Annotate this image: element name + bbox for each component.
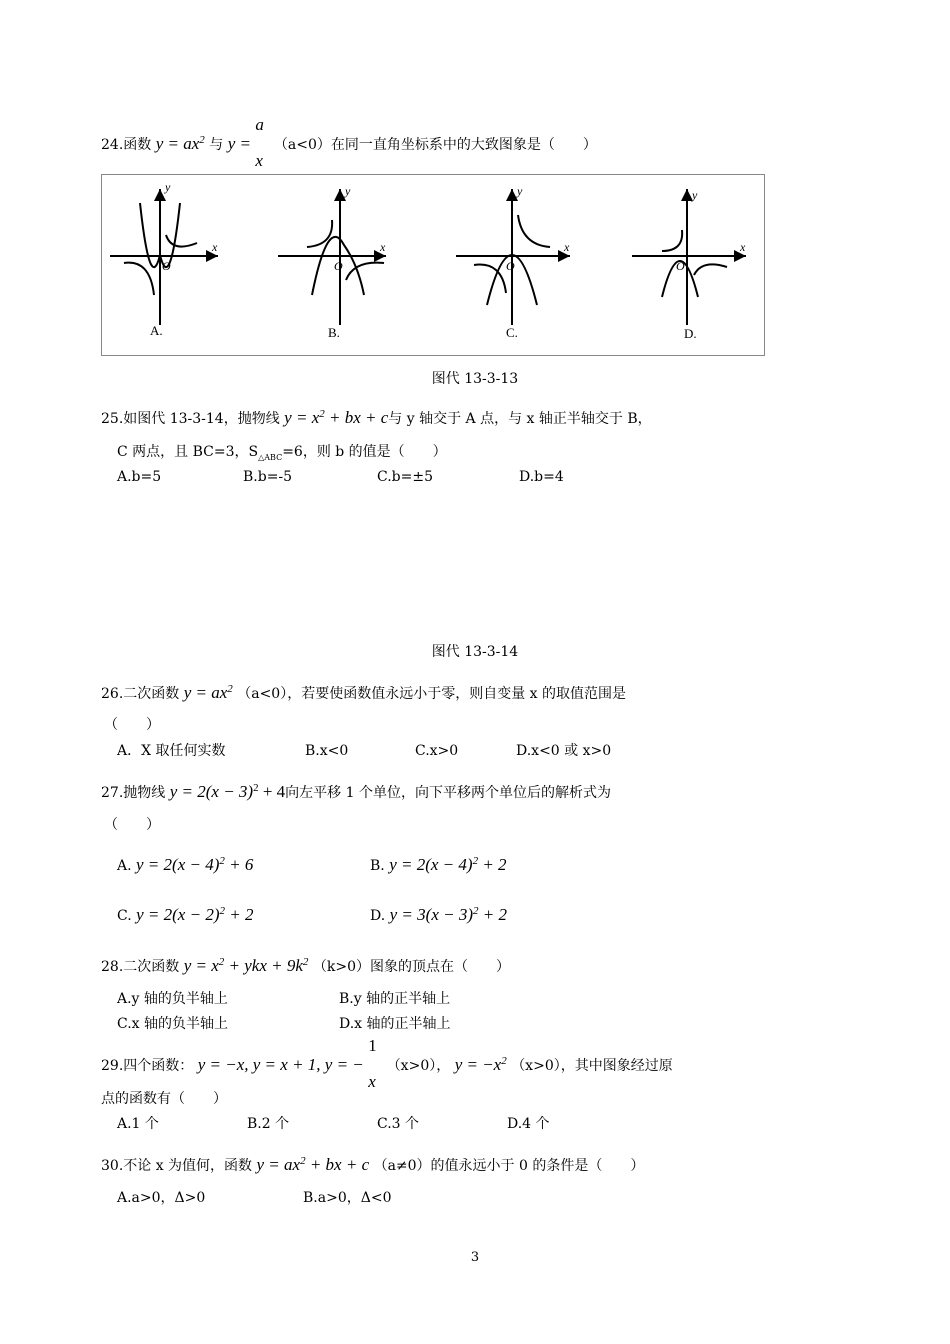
q27-option-a: A. $y = 2(x - 4)^2 + 6$	[117, 855, 254, 874]
q26-paren: （ ）	[104, 717, 160, 733]
q25-line2: C 两点，且 BC=3，$S_{\triangle ABC}=6$，则 b 的值是（ ）	[117, 444, 447, 462]
panel-b-origin: O	[334, 259, 343, 273]
q25-option-a: A.b=5	[117, 469, 162, 485]
panel-b-y-label: y	[345, 184, 351, 198]
q24-fraction: a x	[255, 115, 264, 170]
q28-line1: 28.二次函数 $y = x^2$ + ykx + $9k^2$ （k>0）图象的顶点在（ ）	[101, 956, 510, 975]
figure-13-3-13-graphs	[102, 175, 764, 355]
q29-line2: 点的函数有（ ）	[101, 1091, 227, 1107]
q30-option-a: A.a>0，Δ>0	[117, 1190, 206, 1206]
q26-line1: 26.二次函数 $y = ax^2$ （a<0），若要使函数值永远小于零，则自变量 x 的取值范围是	[101, 683, 627, 702]
q27-option-b: B. $y = 2(x - 4)^2 + 2$	[370, 855, 507, 874]
q29-option-b: B.2 个	[247, 1116, 290, 1132]
panel-c-x-label: x	[564, 240, 570, 254]
q26-option-d: D.x<0 或 x>0	[516, 743, 612, 759]
q26-option-a: A．X 取任何实数	[117, 743, 226, 759]
graph-panel-b	[278, 189, 386, 325]
q28-option-a: A.y 轴的负半轴上	[117, 991, 228, 1007]
q29-option-c: C.3 个	[377, 1116, 420, 1132]
panel-a-origin: O	[162, 259, 171, 273]
q29-option-a: A.1 个	[117, 1116, 159, 1132]
q28-option-c: C.x 轴的负半轴上	[117, 1016, 229, 1032]
panel-d-x-label: x	[740, 240, 746, 254]
q24-math-quadratic: $y = ax^2$	[155, 134, 205, 153]
q26-option-c: C.x>0	[415, 743, 459, 759]
panel-a-label: A.	[150, 323, 163, 338]
q25-option-c: C.b=±5	[377, 469, 433, 485]
panel-c-label: C.	[506, 325, 518, 340]
panel-b-x-label: x	[380, 240, 386, 254]
q30-line1: 30.不论 x 为值何，函数 $y = ax^2$ + bx + c （a≠0）的值永远小于 0 的条件是（ ）	[101, 1155, 645, 1174]
q30-option-b: B.a>0，Δ<0	[303, 1190, 392, 1206]
panel-d-label: D.	[684, 326, 697, 341]
figure-13-3-13-caption: 图代 13-3-13	[431, 371, 519, 387]
q28-option-b: B.y 轴的正半轴上	[339, 991, 451, 1007]
q24-line: 24.函数 $y = ax^2$ 与 y = a x （a<0）在同一直角坐标系中的大致图象是（ ）	[101, 115, 597, 170]
figure-13-3-14-caption: 图代 13-3-14	[431, 644, 519, 660]
panel-a-y-label: y	[165, 180, 171, 194]
figure-13-3-13	[101, 174, 765, 356]
q29-fraction: 1 x	[368, 1036, 377, 1091]
panel-c-y-label: y	[517, 184, 523, 198]
panel-d-y-label: y	[692, 188, 698, 202]
q25-option-b: B.b=-5	[243, 469, 293, 485]
q27-line1: 27.抛物线 $y = 2(x - 3)^2 + 4$向左平移 1 个单位，向下平移两个单位后的解析式为	[101, 782, 611, 801]
q29-line1: 29.四个函数： y = −x, y = x + 1, y = − 1 x （x>0）， $y = -x^2$ （x>0），其中图象经过原	[101, 1036, 673, 1091]
graph-panel-d	[632, 189, 746, 325]
panel-c-origin: O	[506, 259, 515, 273]
q27-option-c: C. $y = 2(x - 2)^2 + 2$	[117, 905, 254, 924]
q28-option-d: D.x 轴的正半轴上	[339, 1016, 451, 1032]
panel-d-origin: O	[676, 259, 685, 273]
q29-option-d: D.4 个	[507, 1116, 550, 1132]
panel-b-label: B.	[328, 325, 340, 340]
q27-paren: （ ）	[104, 817, 160, 833]
q26-option-b: B.x<0	[305, 743, 349, 759]
panel-a-x-label: x	[212, 240, 218, 254]
graph-panel-a	[110, 189, 218, 325]
graph-panel-c	[456, 189, 570, 325]
q27-option-d: D. $y = 3(x - 3)^2 + 2$	[370, 905, 507, 924]
page-number: 3	[470, 1250, 480, 1265]
q25-line1: 25.如图代 13-3-14，抛物线 $y = x^2$ + bx + c与 y 轴交于 A 点，与 x 轴正半轴交于 B，	[101, 408, 652, 427]
q25-option-d: D.b=4	[519, 469, 564, 485]
